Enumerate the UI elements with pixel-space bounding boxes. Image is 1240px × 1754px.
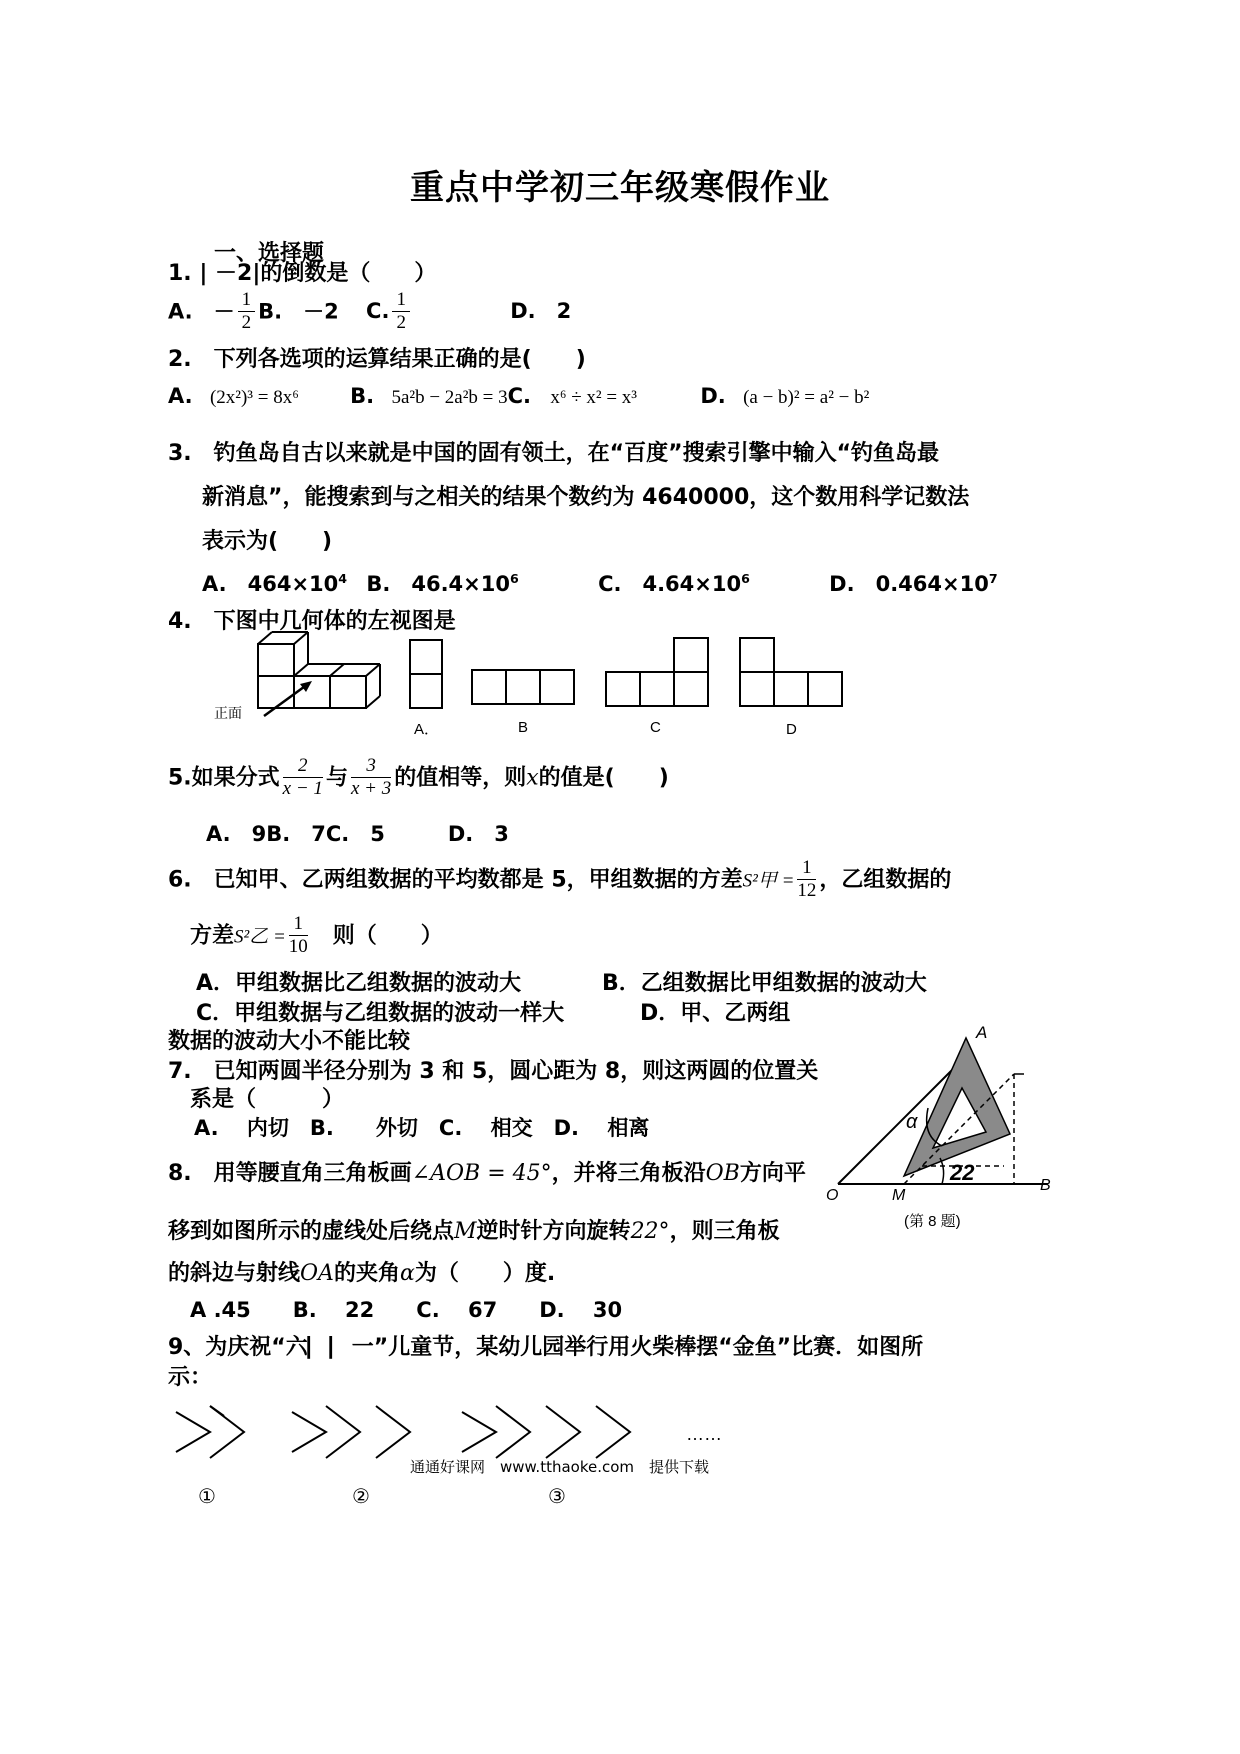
q6-fraction-2 <box>289 914 308 959</box>
q6-option-d-continued: 数据的波动大小不能比较 <box>168 1029 411 1054</box>
q1-a-num: 1 <box>238 290 256 312</box>
fish-figure-2 <box>292 1406 410 1458</box>
q1-option-a-fraction <box>238 290 256 335</box>
q3-option-c: C. 4.64×10 <box>598 572 742 596</box>
q9-label-1: ① <box>198 1484 216 1508</box>
q3-options <box>202 568 998 598</box>
q3-line-2: 新消息”，能搜索到与之相关的结果个数约为 4640000，这个数用科学记数法 <box>202 485 970 510</box>
q4-option-d-square-2 <box>774 672 808 706</box>
q1-options <box>168 290 571 335</box>
q3-option-b: B. 46.4×10 <box>366 572 510 596</box>
q8-angle-aob: ∠AOB = 45° <box>411 1161 552 1186</box>
q8-line1-pre: 8. 用等腰直角三角板画 <box>168 1161 412 1186</box>
q6-s2: S²乙 = <box>234 926 286 948</box>
q5-f1-den: x − 1 <box>282 777 323 799</box>
q8-alpha: α <box>399 1261 415 1286</box>
q2-stem: 2. 下列各选项的运算结果正确的是( ) <box>168 347 586 372</box>
q5-var: x <box>526 765 539 791</box>
q5-fraction-1 <box>283 756 323 801</box>
q5-stem <box>168 756 669 801</box>
section-heading: 一、选择题 <box>214 241 325 266</box>
q6-s1-num: 1 <box>797 858 816 880</box>
q8-line3-pre: 的斜边与射线 <box>168 1261 301 1286</box>
q8-fig-label-o: O <box>826 1187 839 1204</box>
q4-option-d-label: D <box>786 721 797 738</box>
q1-option-c-fraction <box>392 290 410 335</box>
q6-line-2 <box>190 914 443 959</box>
fish-figure-3 <box>462 1406 630 1458</box>
q2-option-c-label: C. <box>507 384 532 408</box>
q8-fig-label-b: B <box>1040 1177 1051 1194</box>
q1-c-den: 2 <box>396 311 406 333</box>
q4-option-c-square-top <box>674 638 708 672</box>
q8-line2-pre: 移到如图所示的虚线处后绕点 <box>168 1219 455 1244</box>
front-arrow-head <box>300 681 312 692</box>
q2-option-d-label: D. <box>700 384 726 408</box>
q4-front-label: 正面 <box>214 705 242 721</box>
q5-f2-num: 3 <box>351 756 391 778</box>
q8-options: A .45 B. 22 C. 67 D. 30 <box>190 1298 623 1322</box>
q2-options <box>168 384 869 409</box>
page-title: 重点中学初三年级寒假作业 <box>410 168 830 208</box>
q9-line-2: 示： <box>168 1365 213 1390</box>
q9-label-3: ③ <box>548 1484 566 1508</box>
q1-stem: 1. | －2|的倒数是（ ） <box>168 261 437 286</box>
q2-option-b-expr: 5a²b − 2a²b = 3 <box>391 387 508 408</box>
q3-option-d-exp: 7 <box>988 571 998 586</box>
front-arrow-line <box>264 684 308 716</box>
q4-option-c-square-3 <box>674 672 708 706</box>
q8-line2-mid: 逆时针方向旋转 <box>476 1219 631 1244</box>
q2-option-b-label: B. <box>350 384 375 408</box>
q6-line2-post: 则（ ） <box>310 923 443 949</box>
q9-label-2: ② <box>352 1484 370 1508</box>
q6-line-1 <box>168 858 951 903</box>
q1-c-num: 1 <box>392 290 410 312</box>
q4-option-b-square-2 <box>506 670 540 704</box>
q6-s1-den: 12 <box>797 879 817 901</box>
q8-line-3 <box>168 1256 555 1287</box>
q8-22deg: 22° <box>630 1219 670 1244</box>
q6-fraction-1 <box>797 858 816 903</box>
q5-f2-den: x + 3 <box>350 777 392 799</box>
q1-a-den: 2 <box>241 311 252 333</box>
q4-figure <box>200 628 880 748</box>
q5-fraction-2 <box>351 756 391 801</box>
q3-option-d: D. 0.464×10 <box>829 572 989 596</box>
q3-option-a-exp: 4 <box>338 571 348 586</box>
q8-fig-label-a: A <box>976 1023 988 1042</box>
q5-f1-num: 2 <box>283 756 323 778</box>
q8-fig-caption: (第 8 题) <box>904 1213 961 1230</box>
q4-option-a-bottom-square <box>410 674 442 708</box>
q5-post2: 的值是( ) <box>538 765 669 791</box>
q8-line1-post: ，并将三角板沿 <box>551 1161 706 1186</box>
fish-figure-1 <box>176 1406 244 1458</box>
q4-option-c-square-2 <box>640 672 674 706</box>
q8-fig-label-22: 22 <box>950 1160 975 1185</box>
q4-option-d-square-3 <box>808 672 842 706</box>
q8-line3-mid: 的夹角 <box>333 1261 400 1286</box>
q2-option-d-expr: (a − b)² = a² − b² <box>743 387 870 408</box>
q7-line-1: 7. 已知两圆半径分别为 3 和 5，圆心距为 8，则这两圆的位置关 <box>168 1059 819 1084</box>
q4-option-c-label: C <box>650 719 661 736</box>
q6-post: ，乙组数据的 <box>819 867 952 893</box>
q5-mid: 与 <box>325 765 348 791</box>
q4-option-d-square-1 <box>740 672 774 706</box>
q6-line2-pre: 方差 <box>190 923 235 949</box>
q4-option-d-square-top <box>740 638 774 672</box>
q7-options: A. 内切 B. 外切 C. 相交 D. 相离 <box>194 1116 650 1140</box>
q3-option-b-exp: 6 <box>509 571 519 586</box>
q1-option-a-label: A. － <box>168 299 235 324</box>
q9-ellipsis: …… <box>686 1424 722 1444</box>
q4-option-a-top-square <box>410 640 442 674</box>
q3-option-c-exp: 6 <box>741 571 750 586</box>
q1-option-c-label: C. <box>366 299 390 324</box>
q3-line-1: 3. 钓鱼岛自古以来就是中国的固有领土，在“百度”搜索引擎中输入“钓鱼岛最 <box>168 441 940 466</box>
q8-figure <box>818 1018 1058 1238</box>
footer-source: 通通好课网 www.tthaoke.com 提供下载 <box>410 1458 710 1476</box>
q4-stem: 4. 下图中几何体的左视图是 <box>168 609 456 634</box>
q4-option-c-square-1 <box>606 672 640 706</box>
solid-cubes-drawing <box>258 632 380 708</box>
q4-option-b-square-1 <box>472 670 506 704</box>
q8-line-1 <box>168 1156 806 1187</box>
q6-option-b: B．乙组数据比甲组数据的波动大 <box>602 971 927 996</box>
q2-option-c-expr: x⁶ ÷ x² = x³ <box>550 387 638 408</box>
q8-line2-end: ，则三角板 <box>669 1219 780 1244</box>
q8-fig-label-alpha: α <box>906 1111 918 1133</box>
q6-s2-den: 10 <box>288 935 308 957</box>
q6-pre: 6. 已知甲、乙两组数据的平均数都是 5，甲组数据的方差 <box>168 867 743 893</box>
q5-options: A. 9B. 7C. 5 D. 3 <box>206 822 509 846</box>
q6-s1: S²甲 = <box>742 870 795 892</box>
q3-line-3: 表示为( ) <box>202 529 333 554</box>
q4-option-a-label: A． <box>414 721 440 738</box>
q6-option-c: C．甲组数据与乙组数据的波动一样大 <box>196 1001 565 1026</box>
q9-line-1: 9、为庆祝“六⎸⎸一”儿童节，某幼儿园举行用火柴棒摆“金鱼”比赛．如图所 <box>168 1335 924 1360</box>
q8-fig-label-m: M <box>892 1187 906 1204</box>
q8-line3-end: 为（ ）度. <box>414 1261 556 1286</box>
q1-option-b: B. －2 <box>258 299 339 324</box>
q7-line-2: 系是（ ） <box>190 1087 345 1112</box>
q8-line-2 <box>168 1214 780 1245</box>
q1-option-d: D. 2 <box>510 299 572 324</box>
q8-m: M <box>454 1219 477 1244</box>
q2-option-a-expr: (2x²)³ = 8x⁶ <box>209 387 299 408</box>
q2-option-a-label: A. <box>168 384 193 408</box>
q4-option-b-label: B <box>518 719 529 736</box>
q6-option-d: D．甲、乙两组 <box>640 1001 791 1026</box>
q5-pre: 5.如果分式 <box>168 765 280 791</box>
q8-line1-end: 方向平 <box>739 1161 806 1186</box>
q5-post1: 的值相等，则 <box>394 765 527 791</box>
q3-option-a: A. 464×10 <box>202 572 339 596</box>
q8-ob: OB <box>705 1161 740 1186</box>
q8-oa: OA <box>300 1261 334 1286</box>
q6-option-a: A．甲组数据比乙组数据的波动大 <box>196 971 522 996</box>
q4-option-b-square-3 <box>540 670 574 704</box>
q6-s2-num: 1 <box>289 914 308 936</box>
